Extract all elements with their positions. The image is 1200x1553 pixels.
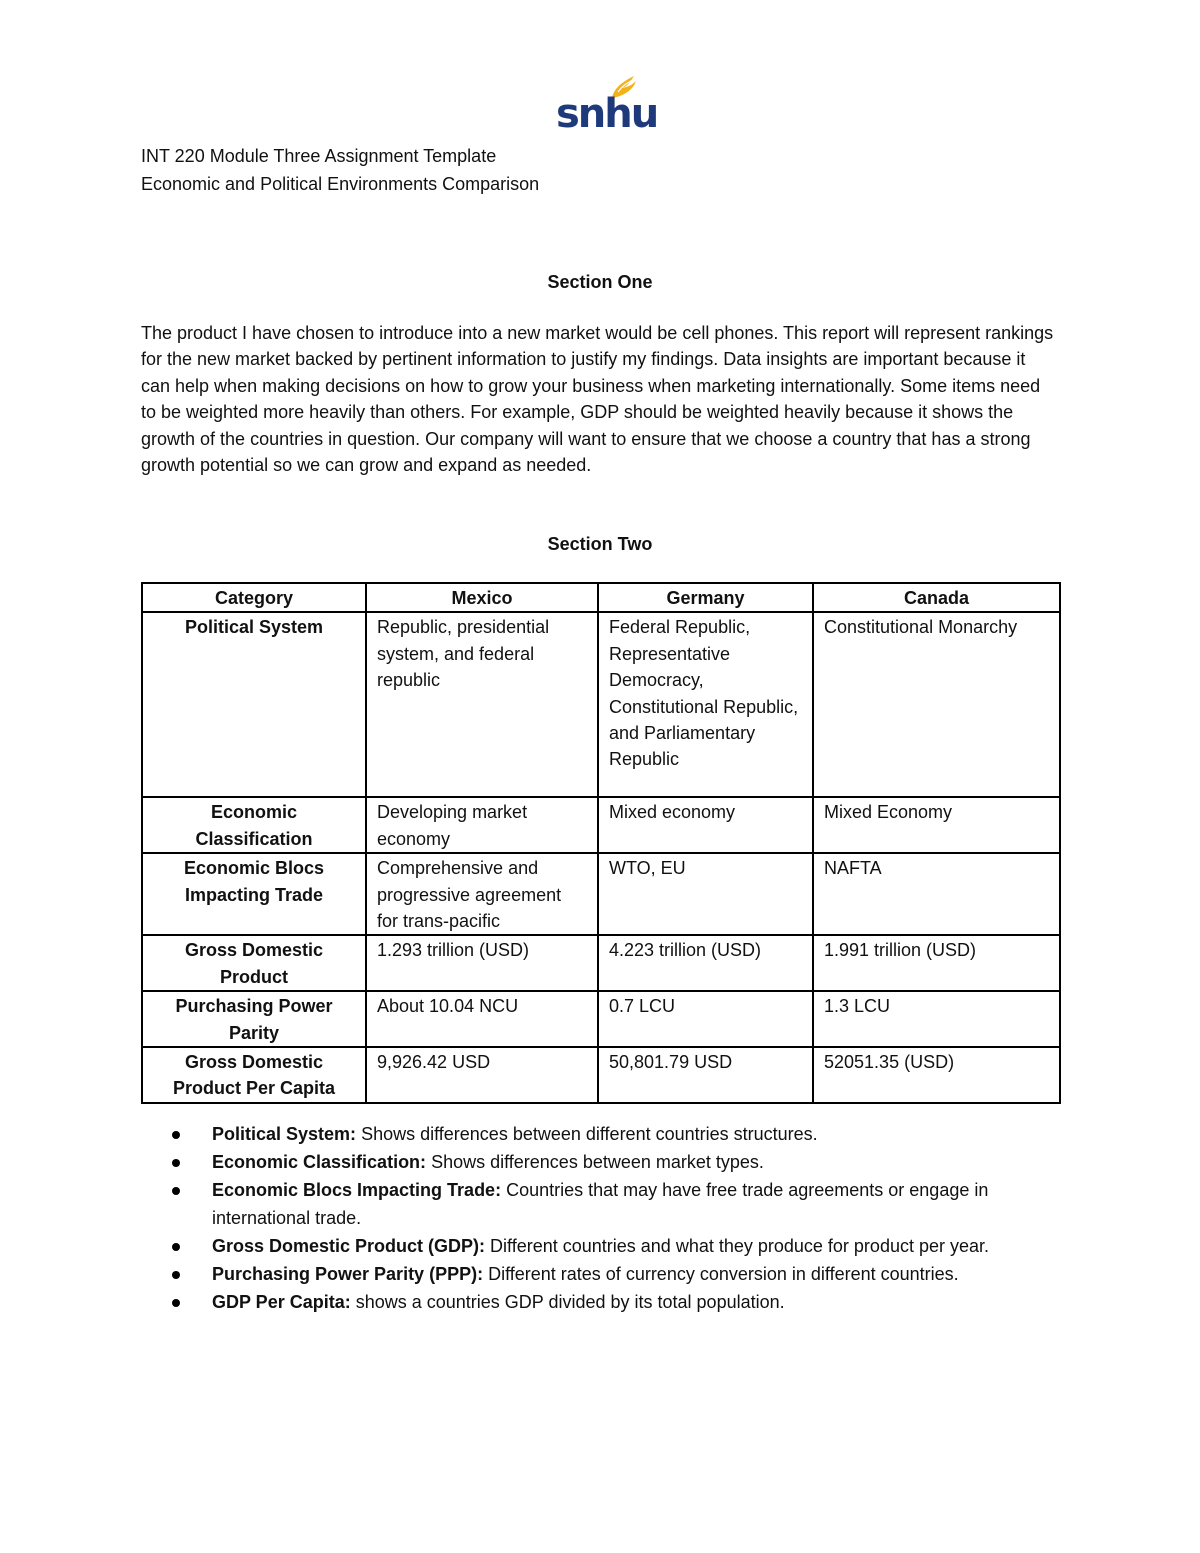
list-item: [141, 1120, 1059, 1148]
definition-text: Different countries and what they produce for product per year.: [485, 1236, 990, 1256]
canada-cell: 1.3 LCU: [813, 991, 1060, 1047]
bullet-icon: [172, 1243, 180, 1251]
row-category-cell: Economic Classification: [142, 797, 366, 853]
canada-cell: NAFTA: [813, 853, 1060, 935]
germany-cell: 50,801.79 USD: [598, 1047, 813, 1103]
canada-cell: 52051.35 (USD): [813, 1047, 1060, 1103]
definition-text: Shows differences between different countries structures.: [356, 1124, 818, 1144]
definition-text: Different rates of currency conversion in different countries.: [483, 1264, 959, 1284]
section-one-paragraph: The product I have chosen to introduce into a new market would be cell phones. This report will represent rankings for the new market backed by pertinent information to justify my findings. Data insights are important because it can help when making decisions on how to grow your business when marketing internationally. Some items need to be weighted more heavily than others. For example, GDP should be weighted heavily because it shows the growth of the countries in question. Our company will want to ensure that we choose a country that has a strong growth potential so we can grow and expand as needed.: [141, 323, 1054, 476]
mexico-cell: 1.293 trillion (USD): [366, 935, 598, 991]
row-category-cell: Gross Domestic Product: [142, 935, 366, 991]
canada-cell: 1.991 trillion (USD): [813, 935, 1060, 991]
definition-term: Purchasing Power Parity (PPP):: [212, 1264, 484, 1284]
document-subtitle: Economic and Political Environments Comparison: [141, 174, 540, 194]
definition-term: Political System:: [212, 1124, 357, 1144]
list-item: [141, 1232, 1059, 1260]
section-two-heading: Section Two: [547, 534, 653, 554]
mexico-cell: Developing market economy: [366, 797, 598, 853]
definitions-list: [141, 1120, 1059, 1316]
document-course-title: INT 220 Module Three Assignment Template: [141, 146, 497, 166]
snhu-logo: [556, 72, 658, 137]
list-item: [141, 1260, 1059, 1288]
definition-term: Economic Blocs Impacting Trade:: [212, 1180, 502, 1200]
row-category-cell: Gross Domestic Product Per Capita: [142, 1047, 366, 1103]
comparison-table: [141, 582, 1061, 1104]
row-category-cell: Purchasing Power Parity: [142, 991, 366, 1047]
definition-text: shows a countries GDP divided by its total population.: [350, 1292, 785, 1312]
definition-text: Shows differences between market types.: [426, 1152, 764, 1172]
bullet-icon: [172, 1159, 180, 1167]
header-mexico: Mexico: [366, 583, 598, 612]
table-row: [142, 991, 1060, 1047]
definition-term: GDP Per Capita:: [212, 1292, 351, 1312]
definition-term: Economic Classification:: [212, 1152, 427, 1172]
section-one-heading: Section One: [547, 272, 653, 292]
list-item: [141, 1288, 1059, 1316]
logo-wordmark: snhu: [556, 91, 658, 137]
germany-cell: Mixed economy: [598, 797, 813, 853]
definition-text: Countries that may have free trade agreements or engage in international trade.: [212, 1180, 989, 1228]
bullet-icon: [172, 1131, 180, 1139]
table-row: [142, 612, 1060, 797]
table-row: [142, 1047, 1060, 1103]
mexico-cell: Republic, presidential system, and federal republic: [366, 612, 598, 797]
row-category-cell: Political System: [142, 612, 366, 797]
germany-cell: WTO, EU: [598, 853, 813, 935]
header-category: Category: [142, 583, 366, 612]
list-item: [141, 1176, 1059, 1232]
header-canada: Canada: [813, 583, 1060, 612]
table-row: [142, 935, 1060, 991]
bullet-icon: [172, 1187, 180, 1195]
bullet-icon: [172, 1271, 180, 1279]
list-item: [141, 1148, 1059, 1176]
mexico-cell: 9,926.42 USD: [366, 1047, 598, 1103]
table-header-row: [142, 583, 1060, 612]
header-germany: Germany: [598, 583, 813, 612]
mexico-cell: About 10.04 NCU: [366, 991, 598, 1047]
canada-cell: Constitutional Monarchy: [813, 612, 1060, 797]
definition-term: Gross Domestic Product (GDP):: [212, 1236, 486, 1256]
table-row: [142, 853, 1060, 935]
germany-cell: 4.223 trillion (USD): [598, 935, 813, 991]
table-row: [142, 797, 1060, 853]
germany-cell: Federal Republic, Representative Democracy, Constitutional Republic, and Parliamentary Republic: [598, 612, 813, 797]
canada-cell: Mixed Economy: [813, 797, 1060, 853]
bullet-icon: [172, 1299, 180, 1307]
row-category-cell: Economic Blocs Impacting Trade: [142, 853, 366, 935]
germany-cell: 0.7 LCU: [598, 991, 813, 1047]
mexico-cell: Comprehensive and progressive agreement for trans-pacific: [366, 853, 598, 935]
